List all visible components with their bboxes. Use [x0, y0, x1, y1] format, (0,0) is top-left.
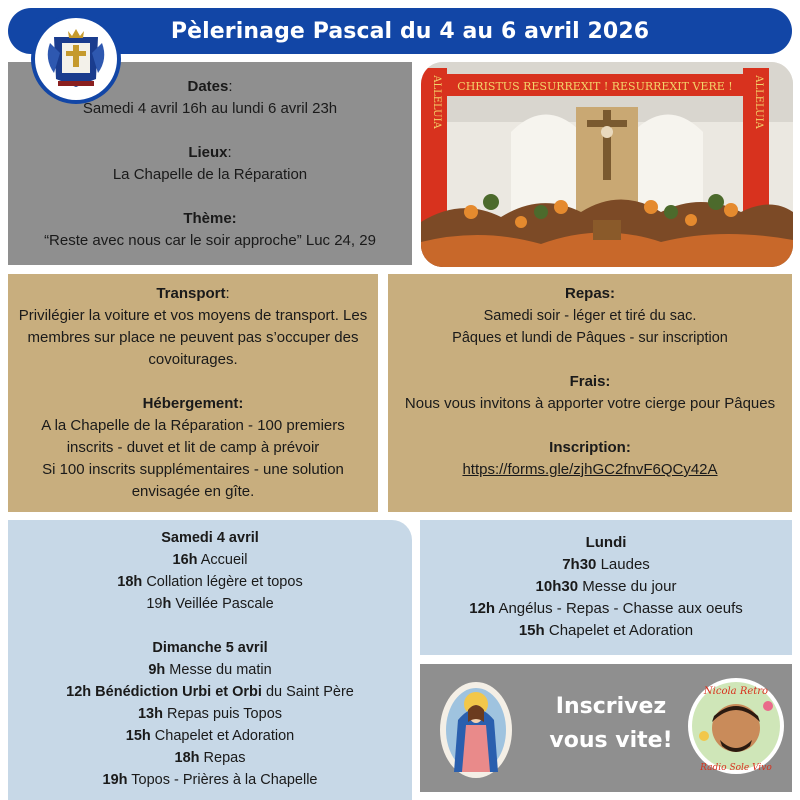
frais-label: Frais: — [569, 373, 611, 390]
lieux-value: La Chapelle de la Réparation — [112, 166, 308, 183]
header-banner — [8, 8, 792, 54]
theme-value: “Reste avec nous car le soir approche” Luc 24, 29 — [44, 232, 376, 249]
theme-label: Thème: — [183, 210, 237, 227]
photo-banner-text: CHRISTUS RESURREXIT ! RESURREXIT VERE ! — [457, 80, 733, 93]
schedule-item: 7h30 Laudes — [562, 556, 650, 573]
repas-line-2: Pâques et lundi de Pâques - sur inscription — [452, 330, 728, 346]
repas-label: Repas: — [564, 285, 616, 302]
transport-text: Privilégier la voiture et vos moyens de transport. Les membres sur place ne peuvent pas s’occuper des covoiturages. — [18, 307, 368, 368]
dimanche-title: Dimanche 5 avril — [152, 640, 268, 656]
schedule-item: 9h Messe du matin — [148, 662, 272, 678]
chapel-photo — [421, 62, 793, 267]
dates-value: Samedi 4 avril 16h au lundi 6 avril 23h — [82, 100, 338, 117]
photo-side-text-left: ALLELUIA — [431, 75, 442, 129]
photo-side-text-right: ALLELUIA — [753, 75, 764, 129]
hebergement-text-1: A la Chapelle de la Réparation - 100 premiers inscrits - duvet et lit de camp à prévoir — [41, 417, 345, 456]
transport-box: Transport: Privilégier la voiture et vos moyens de transport. Les membres sur place ne peuvent pas s’occuper des covoiturages. Hébergement: A la Chapelle de la Réparation - 100 premiers inscrits - duvet et lit de camp à prévoir Si 100 inscrits supplémentaires - une solution envisagée en gîte. — [8, 274, 378, 512]
lieux-label: Lieux — [188, 144, 228, 161]
inscription-link[interactable]: https://forms.gle/zjhGC2fnvF6QCy42A — [462, 461, 718, 478]
schedule-item: 12h Bénédiction Urbi et Orbi du Saint Père — [66, 684, 354, 700]
transport-label: Transport — [156, 285, 226, 302]
page-title: Pèlerinage Pascal du 4 au 6 avril 2026 — [170, 18, 650, 44]
inscription-label: Inscription: — [549, 439, 631, 456]
repas-box — [388, 274, 792, 512]
schedule-item: 18h Collation légère et topos — [117, 574, 303, 590]
lundi-title: Lundi — [585, 534, 627, 551]
radio-logo-top-text: Nicola Retro — [703, 686, 769, 697]
dates-label: Dates — [187, 78, 229, 95]
weekend-schedule — [8, 520, 412, 800]
cta-line-1: Inscrivez — [555, 694, 667, 719]
info-box: Dates: Samedi 4 avril 16h au lundi 6 avril 23h Lieux: La Chapelle de la Réparation Thème: “Reste avec nous car le soir approche” Luc 24, 29 — [8, 62, 412, 265]
signup-banner — [420, 664, 792, 792]
repas-line-1: Samedi soir - léger et tiré du sac. — [483, 308, 697, 324]
madonna-image — [438, 680, 514, 780]
schedule-item: 19h Topos - Prières à la Chapelle — [102, 772, 318, 788]
signup-call-to-action — [546, 690, 676, 758]
schedule-item: 10h30 Messe du jour — [535, 578, 677, 595]
hebergement-text-2: Si 100 inscrits supplémentaires - une solution envisagée en gîte. — [42, 461, 344, 500]
radio-logo — [686, 676, 786, 776]
hebergement-label: Hébergement: — [142, 395, 244, 412]
schedule-item: 19h Veillée Pascale — [146, 596, 274, 612]
sanctuary-logo — [31, 14, 121, 104]
schedule-item: 18h Repas — [174, 750, 246, 766]
schedule-item: 16h Accueil — [172, 552, 248, 568]
radio-logo-bottom-text: Radio Sole Vivo — [700, 763, 772, 773]
schedule-item: 15h Chapelet et Adoration — [125, 728, 295, 744]
schedule-item: 13h Repas puis Topos — [137, 706, 283, 722]
cta-line-2: vous vite! — [549, 728, 673, 753]
schedule-item: 15h Chapelet et Adoration — [518, 622, 694, 639]
samedi-title: Samedi 4 avril — [161, 530, 259, 546]
lundi-schedule — [420, 520, 792, 655]
frais-text: Nous vous invitons à apporter votre cierge pour Pâques — [404, 395, 776, 412]
schedule-item: 12h Angélus - Repas - Chasse aux oeufs — [469, 600, 743, 617]
